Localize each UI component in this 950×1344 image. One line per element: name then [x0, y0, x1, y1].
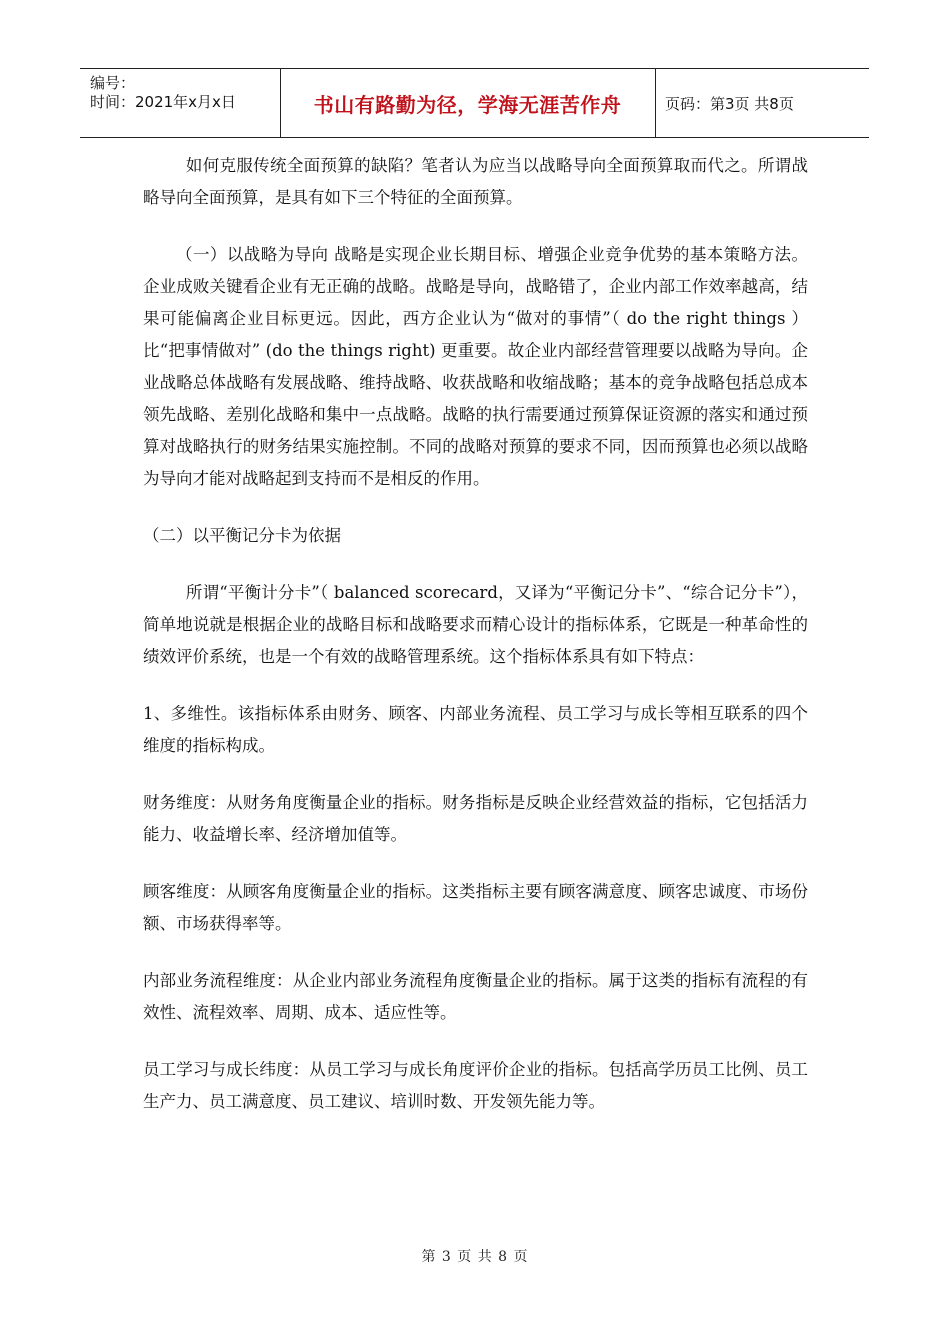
section-heading-balanced-scorecard: （二）以平衡记分卡为依据 — [143, 526, 341, 545]
time-label: 时间：2021年x月x日 — [90, 93, 236, 111]
header-page-info: 页码：第3页 共8页 — [665, 94, 794, 113]
paragraph-intro: 如何克服传统全面预算的缺陷？笔者认为应当以战略导向全面预算取而代之。所谓战略导向全面预算，是具有如下三个特征的全面预算。 — [143, 156, 808, 207]
paragraph-strategy: （一）以战略为导向 战略是实现企业长期目标、增强企业竞争优势的基本策略方法。企业成败关键看企业有无正确的战略。战略是导向，战略错了，企业内部工作效率越高，结果可能偏离企业目标更远。因此，西方企业认为“做对的事情”（ do the right things ）比“把事情做对” (do the things right) 更重要。故企业内部经营管理要以战略为导向。企业战略总体战略有发展战略、维持战略、收获战略和收缩战略；基本的竞争战略包括总成本领先战略、差别化战略和集中一点战略。战略的执行需要通过预算保证资源的落实和通过预算对战略执行的财务结果实施控制。不同的战略对预算的要求不同，因而预算也必须以战略为导向才能对战略起到支持而不是相反的作用。 — [143, 245, 808, 488]
document-header — [80, 68, 869, 138]
document-body — [143, 150, 808, 1143]
paragraph-multidimensional: 1、多维性。该指标体系由财务、顾客、内部业务流程、员工学习与成长等相互联系的四个维度的指标构成。 — [143, 704, 808, 755]
code-label: 编号： — [90, 74, 136, 92]
header-divider — [655, 69, 656, 137]
page-footer: 第 3 页 共 8 页 — [421, 1249, 529, 1265]
paragraph-learning-growth: 员工学习与成长纬度：从员工学习与成长角度评价企业的指标。包括高学历员工比例、员工生产力、员工满意度、员工建议、培训时数、开发领先能力等。 — [143, 1060, 808, 1111]
header-motto: 书山有路勤为径，学海无涯苦作舟 — [313, 92, 622, 117]
header-meta — [90, 74, 236, 112]
paragraph-scorecard: 所谓“平衡计分卡”（ balanced scorecard，又译为“平衡记分卡”、“综合记分卡”），简单地说就是根据企业的战略目标和战略要求而精心设计的指标体系，它既是一种革命性的绩效评价系统，也是一个有效的战略管理系统。这个指标体系具有如下特点： — [143, 583, 808, 666]
paragraph-internal-process: 内部业务流程维度：从企业内部业务流程角度衡量企业的指标。属于这类的指标有流程的有效性、流程效率、周期、成本、适应性等。 — [143, 971, 808, 1022]
paragraph-customer: 顾客维度：从顾客角度衡量企业的指标。这类指标主要有顾客满意度、顾客忠诚度、市场份额、市场获得率等。 — [143, 882, 808, 933]
paragraph-financial: 财务维度：从财务角度衡量企业的指标。财务指标是反映企业经营效益的指标，它包括活力能力、收益增长率、经济增加值等。 — [143, 793, 808, 844]
